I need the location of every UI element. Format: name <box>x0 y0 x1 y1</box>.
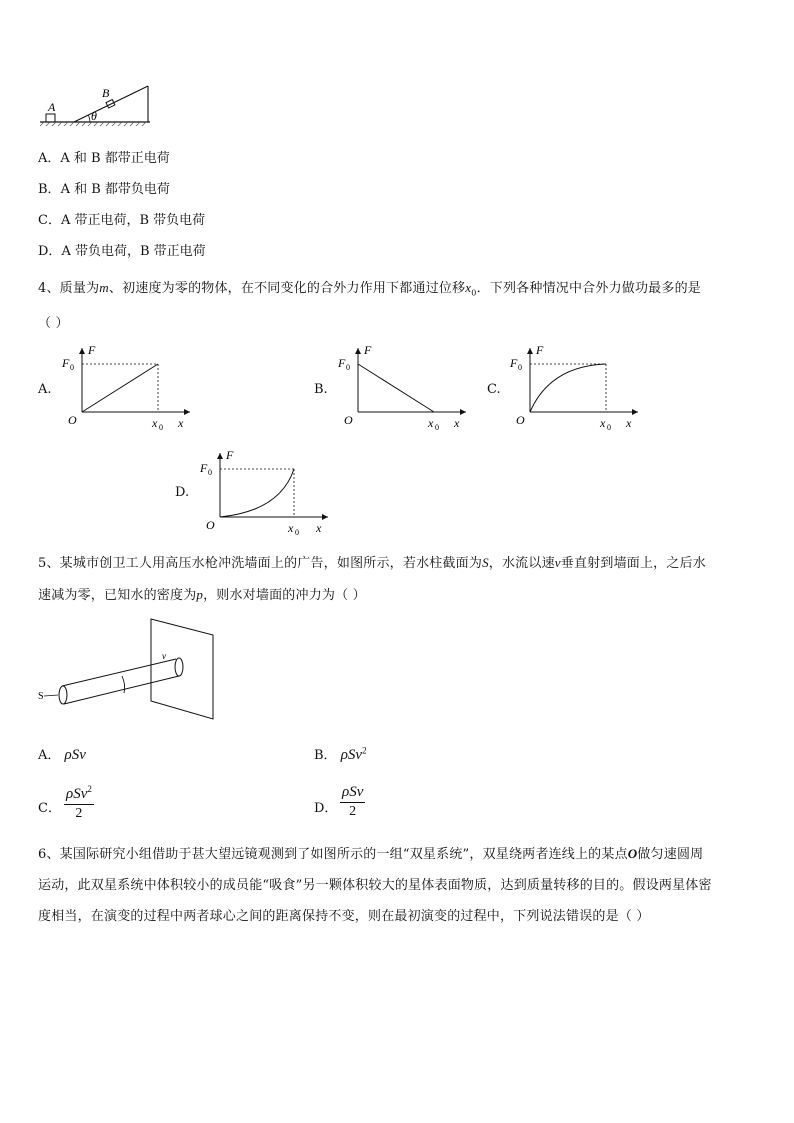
q3-option-c <box>38 209 205 228</box>
axis-label-f: F <box>226 448 234 462</box>
fraction-bar <box>64 804 94 805</box>
q3-option-b <box>38 178 170 197</box>
axis-label-x: x <box>178 416 184 430</box>
q4-graph-a <box>60 340 200 435</box>
axis-label-f: F <box>536 343 544 357</box>
axis-label-x: x <box>454 416 460 430</box>
water-jet-figure <box>38 615 218 725</box>
q4-option-b-label: B. <box>314 382 328 397</box>
var-v: v <box>554 555 561 570</box>
var-o: O <box>627 846 638 861</box>
option-text: A 和 B 都带负电荷 <box>60 182 170 197</box>
block-a-label: A <box>48 100 56 114</box>
axis-label-x0: x <box>152 416 158 430</box>
block-b-label: B <box>102 86 110 100</box>
option-letter: D． <box>38 244 62 259</box>
option-expr: ρSv <box>64 747 86 763</box>
option-letter: B． <box>38 182 61 197</box>
q5-option-d-letter: D． <box>314 801 338 816</box>
q5-option-d-fraction <box>340 784 365 820</box>
q4-text: 质量为 <box>59 281 100 296</box>
axis-label-x0-sub: 0 <box>295 528 299 537</box>
q5-option-b <box>314 744 367 764</box>
var-x0: x <box>465 280 472 295</box>
q4-option-c-label: C. <box>487 382 501 397</box>
option-text: A 带正电荷，B 带负电荷 <box>60 213 206 228</box>
axis-label-x0: x <box>428 416 434 430</box>
option-exponent: 2 <box>362 745 367 756</box>
q4-text: 、初速度为零的物体，在不同变化的合外力作用下都通过位移 <box>108 281 466 296</box>
var-x0-sub: 0 <box>471 288 477 298</box>
option-letter: A． <box>38 748 61 763</box>
axis-label-o: O <box>206 518 215 532</box>
option-letter: C． <box>38 213 61 228</box>
axis-label-x: x <box>316 521 322 535</box>
q3-option-d <box>38 240 206 259</box>
q5-text: 垂直射到墙面上，之后水 <box>560 556 706 571</box>
fraction-exponent: 2 <box>87 784 92 794</box>
q4-graph-d <box>198 445 338 540</box>
var-m: m <box>99 280 109 295</box>
q4-graph-c <box>508 340 648 435</box>
incline-figure <box>38 82 153 127</box>
q4-stem <box>38 277 701 298</box>
q6-stem-line3: 度相当，在演变的过程中两者球心之间的距离保持不变，则在最初演变的过程中，下列说法错误的是（ ） <box>38 909 650 924</box>
q5-option-a <box>38 744 86 764</box>
q3-option-a <box>38 147 170 166</box>
axis-label-f0-sub: 0 <box>518 363 522 372</box>
q4-graph-b <box>336 340 476 435</box>
axis-label-f0-sub: 0 <box>70 363 74 372</box>
var-p: p <box>196 587 204 602</box>
option-text: A 和 B 都带正电荷 <box>60 151 170 166</box>
fraction-numerator: ρSv <box>66 786 88 802</box>
option-letter: A． <box>38 151 61 166</box>
label-v: v <box>162 651 166 661</box>
label-s: S <box>38 691 44 702</box>
q5-stem-line2 <box>38 584 366 603</box>
option-expr: ρSv <box>340 747 363 763</box>
q5-text: 某城市创卫工人用高压水枪冲洗墙面上的广告，如图所示，若水柱截面为 <box>59 556 483 571</box>
q4-option-a-label: A. <box>38 382 52 397</box>
axis-label-f: F <box>364 343 372 357</box>
axis-label-f: F <box>88 343 96 357</box>
axis-label-f0: F <box>200 461 208 475</box>
q6-stem-line2: 运动，此双星系统中体积较小的成员能“吸食”另一颗体积较大的星体表面物质，达到质量转移的目的。假设两星体密 <box>38 878 712 893</box>
axis-label-x0: x <box>288 521 294 535</box>
axis-label-o: O <box>68 413 77 427</box>
axis-label-x0-sub: 0 <box>607 423 611 432</box>
axis-label-o: O <box>516 413 525 427</box>
q6-stem-line1 <box>38 843 703 862</box>
axis-label-x0: x <box>600 416 606 430</box>
q5-option-c-letter: C． <box>38 801 61 816</box>
q4-text: ．下列各种情况中合外力做功最多的是 <box>476 281 701 296</box>
fraction-denominator: 2 <box>75 806 83 821</box>
q6-text: 某国际研究小组借助于甚大望远镜观测到了如图所示的一组“双星系统”，双星绕两者连线上的某点 <box>59 847 628 862</box>
axis-label-o: O <box>344 413 353 427</box>
fraction-denominator: 2 <box>349 804 357 819</box>
question-number: 4、 <box>38 281 60 296</box>
fraction-bar <box>340 802 365 803</box>
axis-label-x0-sub: 0 <box>159 423 163 432</box>
block-a <box>46 114 55 122</box>
axis-label-f0-sub: 0 <box>346 363 350 372</box>
q4-option-d-label: D. <box>175 485 190 500</box>
q4-answer-paren: （ ） <box>38 316 69 331</box>
q5-option-c-fraction <box>64 784 94 822</box>
axis-label-f0-sub: 0 <box>208 468 212 477</box>
question-number: 5、 <box>38 556 60 571</box>
axis-label-f0: F <box>62 356 70 370</box>
q6-text: 做匀速圆周 <box>637 847 704 862</box>
axis-label-f0: F <box>510 356 518 370</box>
option-letter: B． <box>314 748 337 763</box>
fraction-numerator: ρSv <box>342 784 364 800</box>
question-number: 6、 <box>38 847 60 862</box>
q5-text: ，则水对墙面的冲力为（ ） <box>203 588 366 603</box>
angle-theta-label: θ <box>91 109 97 123</box>
var-s: S <box>482 555 489 570</box>
q5-text: ，水流以速 <box>488 556 555 571</box>
option-text: A 带负电荷，B 带正电荷 <box>61 244 206 259</box>
q5-text: 速减为零，已知水的密度为 <box>38 588 197 603</box>
axis-label-x0-sub: 0 <box>435 423 439 432</box>
q5-stem-line1 <box>38 552 706 571</box>
axis-label-x: x <box>626 416 632 430</box>
axis-label-f0: F <box>338 356 346 370</box>
